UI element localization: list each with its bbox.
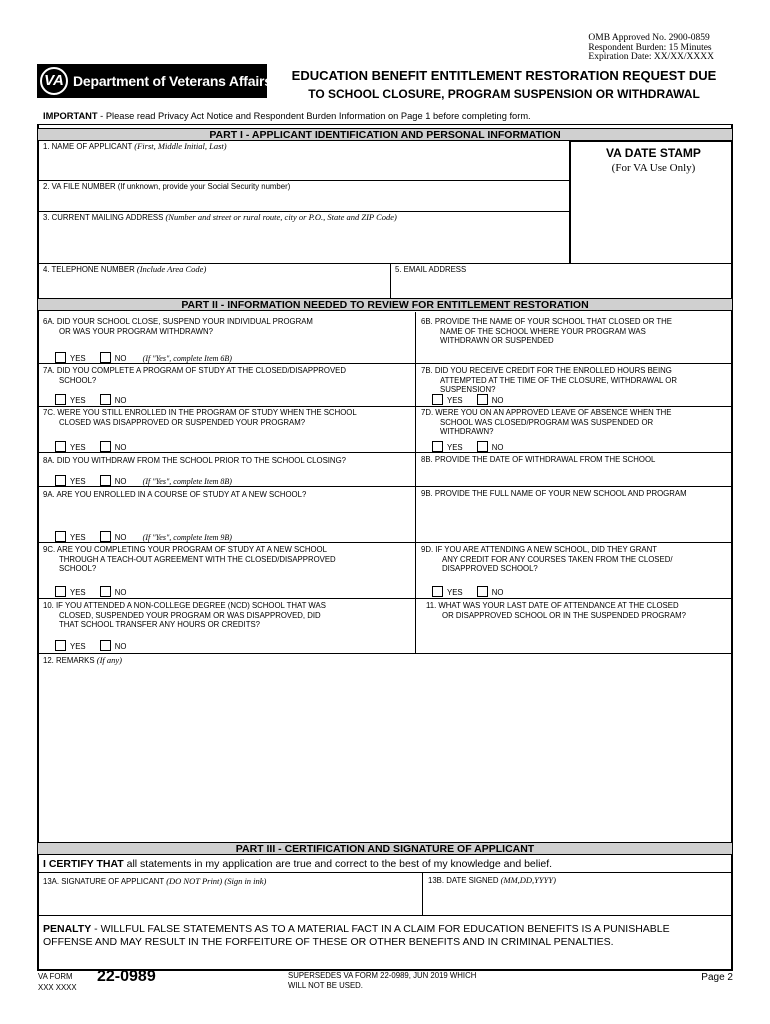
important-bold: IMPORTANT: [43, 111, 98, 121]
q9c-no-label: NO: [114, 588, 127, 597]
q9b-field[interactable]: [416, 500, 731, 542]
certify-text: all statements in my application are true and correct to the best of my knowledge and belief.: [123, 858, 553, 870]
telephone-label: 4. TELEPHONE NUMBER (Include Area Code): [43, 264, 207, 274]
address-field[interactable]: [38, 224, 569, 263]
q8b-label: 8B. PROVIDE THE DATE OF WITHDRAWAL FROM THE SCHOOL: [421, 455, 656, 464]
q8a-yes-checkbox[interactable]: [55, 475, 66, 486]
telephone-field[interactable]: [38, 276, 388, 298]
file-number-field[interactable]: [38, 192, 569, 211]
certify-bold: I CERTIFY THAT: [43, 858, 124, 870]
q7b-options: [432, 394, 503, 406]
divider-9c: [38, 598, 732, 599]
q8a-no-label: NO: [114, 477, 127, 486]
remarks-field[interactable]: [40, 668, 729, 838]
q9a-yes-label: YES: [70, 533, 86, 542]
q7a-yes-checkbox[interactable]: [55, 394, 66, 405]
q9c-yes-checkbox[interactable]: [55, 586, 66, 597]
q7d-no-label: NO: [491, 443, 504, 452]
signature-label: 13A. SIGNATURE OF APPLICANT (DO NOT Print) (Sign in ink): [43, 876, 267, 886]
q7b-no-label: NO: [491, 396, 504, 405]
q7d-label: 7D. WERE YOU ON AN APPROVED LEAVE OF ABSENCE WHEN THE SCHOOL WAS CLOSED/PROGRAM WAS SUSPENDED OR WITHDRAWN?: [421, 408, 672, 437]
q9a-no-checkbox[interactable]: [100, 531, 111, 542]
q7a-label: 7A. DID YOU COMPLETE A PROGRAM OF STUDY AT THE CLOSED/DISAPPROVED SCHOOL?: [43, 366, 346, 385]
footer-supersedes-2: WILL NOT BE USED.: [288, 981, 363, 990]
stamp-top: [569, 141, 731, 142]
q7a-no-checkbox[interactable]: [100, 394, 111, 405]
q9d-label: 9D. IF YOU ARE ATTENDING A NEW SCHOOL, DID THEY GRANT ANY CREDIT FOR ANY COURSES TAKEN FROM THE CLOSED/ DISAPPROVED SCHOOL?: [421, 545, 673, 574]
q7c-yes-label: YES: [70, 443, 86, 452]
form-title-line1: EDUCATION BENEFIT ENTITLEMENT RESTORATION REQUEST DUE: [291, 68, 717, 83]
q10-no-label: NO: [114, 642, 127, 651]
q11-field[interactable]: [416, 622, 731, 653]
divider-cert: [38, 872, 732, 873]
q7d-no-checkbox[interactable]: [477, 441, 488, 452]
name-label: 1. NAME OF APPLICANT (First, Middle Initial, Last): [43, 141, 227, 151]
q6a-yes-label: YES: [70, 354, 86, 363]
footer-va-form: VA FORM: [38, 972, 73, 981]
q6a-yes-checkbox[interactable]: [55, 352, 66, 363]
email-field[interactable]: [391, 276, 731, 298]
q7b-yes-checkbox[interactable]: [432, 394, 443, 405]
q6b-field[interactable]: [416, 347, 731, 363]
divider-8: [38, 486, 732, 487]
q9a-label: 9A. ARE YOU ENROLLED IN A COURSE OF STUDY AT A NEW SCHOOL?: [43, 490, 307, 499]
remarks-label: 12. REMARKS (If any): [43, 655, 122, 665]
q7a-no-label: NO: [114, 396, 127, 405]
q10-options: [55, 640, 126, 652]
date-signed-label: 13B. DATE SIGNED (MM,DD,YYYY): [428, 875, 556, 885]
q9d-yes-checkbox[interactable]: [432, 586, 443, 597]
q8a-note: (If "Yes", complete Item 8B): [142, 477, 232, 486]
q7b-label: 7B. DID YOU RECEIVE CREDIT FOR THE ENROLLED HOURS BEING ATTEMPTED AT THE TIME OF THE CLOSURE, WITHDRAWAL OR SUSPENSION?: [421, 366, 677, 395]
address-label: 3. CURRENT MAILING ADDRESS (Number and street or rural route, city or P.O., State and ZIP Code): [43, 212, 397, 222]
q9a-no-label: NO: [114, 533, 127, 542]
divider-penalty: [38, 915, 732, 916]
q7c-label: 7C. WERE YOU STILL ENROLLED IN THE PROGRAM OF STUDY WHEN THE SCHOOL CLOSED WAS DISAPPROVED OR SUSPENDED YOUR PROGRAM?: [43, 408, 357, 427]
q7a-options: [55, 394, 126, 406]
q9d-yes-label: YES: [447, 588, 463, 597]
q7c-no-label: NO: [114, 443, 127, 452]
q9d-no-label: NO: [491, 588, 504, 597]
q9d-options: [432, 586, 503, 598]
footer-supersedes-1: SUPERSEDES VA FORM 22-0989, JUN 2019 WHICH: [288, 971, 477, 980]
divider-1: [38, 180, 569, 181]
important-text: - Please read Privacy Act Notice and Respondent Burden Information on Page 1 before completing form.: [97, 111, 531, 121]
penalty-line2: OFFENSE AND MAY RESULT IN THE FORFEITURE OF THESE OR OTHER BENEFITS AND IN CRIMINAL PENALTIES.: [43, 936, 614, 948]
q7c-yes-checkbox[interactable]: [55, 441, 66, 452]
q11-label: 11. WHAT WAS YOUR LAST DATE OF ATTENDANCE AT THE CLOSED OR DISAPPROVED SCHOOL OR IN THE SUSPENDED PROGRAM?: [426, 601, 686, 620]
q8a-label: 8A. DID YOU WITHDRAW FROM THE SCHOOL PRIOR TO THE SCHOOL CLOSING?: [43, 456, 346, 465]
stamp-title: VA DATE STAMP: [606, 146, 701, 160]
divider-10: [38, 653, 732, 654]
q10-yes-label: YES: [70, 642, 86, 651]
q7d-yes-label: YES: [447, 443, 463, 452]
va-logo: [37, 64, 272, 98]
q6b-label: 6B. PROVIDE THE NAME OF YOUR SCHOOL THAT CLOSED OR THE NAME OF THE SCHOOL WHERE YOUR PROGRAM WAS WITHDRAWN OR SUSPENDED: [421, 317, 672, 346]
q6a-note: (If "Yes", complete Item 6B): [142, 354, 232, 363]
respondent-burden: Respondent Burden: 15 Minutes: [588, 42, 712, 53]
q7b-yes-label: YES: [447, 396, 463, 405]
part1-header: PART I - APPLICANT IDENTIFICATION AND PERSONAL INFORMATION: [38, 128, 732, 141]
divider-6: [38, 363, 732, 364]
file-number-label: 2. VA FILE NUMBER (If unknown, provide your Social Security number): [43, 182, 291, 191]
q7c-no-checkbox[interactable]: [100, 441, 111, 452]
part2-header: PART II - INFORMATION NEEDED TO REVIEW FOR ENTITLEMENT RESTORATION: [38, 298, 732, 311]
divider-7c: [38, 452, 732, 453]
va-date-stamp: [575, 146, 732, 174]
q7b-no-checkbox[interactable]: [477, 394, 488, 405]
q9c-no-checkbox[interactable]: [100, 586, 111, 597]
q9b-label: 9B. PROVIDE THE FULL NAME OF YOUR NEW SCHOOL AND PROGRAM: [421, 489, 687, 498]
email-label: 5. EMAIL ADDRESS: [395, 265, 467, 274]
part3-header: PART III - CERTIFICATION AND SIGNATURE OF APPLICANT: [38, 842, 732, 855]
q7a-yes-label: YES: [70, 396, 86, 405]
divider-9a: [38, 542, 732, 543]
q9d-no-checkbox[interactable]: [477, 586, 488, 597]
stamp-subtitle: (For VA Use Only): [611, 162, 696, 174]
divider-7a: [38, 406, 732, 407]
omb-info: [588, 34, 714, 63]
va-seal-icon: VA: [40, 67, 68, 95]
penalty-bold: PENALTY: [43, 923, 92, 935]
q8a-no-checkbox[interactable]: [100, 475, 111, 486]
footer-xxx: XXX XXXX: [38, 983, 77, 992]
footer-form-number: 22-0989: [97, 968, 156, 985]
q6a-no-label: NO: [114, 354, 127, 363]
certify-statement: [43, 858, 552, 870]
frame-top: [38, 124, 732, 125]
q10-yes-checkbox[interactable]: [55, 640, 66, 651]
q9c-options: [55, 586, 126, 598]
important-notice: [43, 111, 531, 121]
q6a-no-checkbox[interactable]: [100, 352, 111, 363]
footer-page: Page 2: [701, 972, 733, 983]
penalty-statement: [43, 923, 670, 949]
q10-label: 10. IF YOU ATTENDED A NON-COLLEGE DEGREE (NCD) SCHOOL THAT WAS CLOSED, SUSPENDED YOUR PROGRAM OR WAS DISAPPROVED, DID THAT SCHOOL TRANSFER ANY HOURS OR CREDITS?: [43, 601, 326, 630]
signature-field[interactable]: [38, 888, 421, 915]
q7d-yes-checkbox[interactable]: [432, 441, 443, 452]
date-signed-field[interactable]: [423, 888, 731, 915]
expiration-date: Expiration Date: XX/XX/XXXX: [588, 52, 714, 62]
penalty-line1: - WILLFUL FALSE STATEMENTS AS TO A MATERIAL FACT IN A CLAIM FOR EDUCATION BENEFITS IS A PUNISHABLE: [91, 923, 670, 935]
q9c-label: 9C. ARE YOU COMPLETING YOUR PROGRAM OF STUDY AT A NEW SCHOOL THROUGH A TEACH-OUT AGREEMENT WITH THE CLOSED/DISAPPROVED SCHOOL?: [43, 545, 336, 574]
q8b-field[interactable]: [416, 466, 731, 486]
department-name: Department of Veterans Affairs: [73, 73, 272, 89]
q10-no-checkbox[interactable]: [100, 640, 111, 651]
stamp-divider: [569, 141, 571, 264]
q9a-yes-checkbox[interactable]: [55, 531, 66, 542]
q8a-yes-label: YES: [70, 477, 86, 486]
q6a-label: 6A. DID YOUR SCHOOL CLOSE, SUSPEND YOUR INDIVIDUAL PROGRAM OR WAS YOUR PROGRAM WITHDRAWN?: [43, 317, 313, 336]
name-field[interactable]: [38, 151, 569, 180]
q9c-yes-label: YES: [70, 588, 86, 597]
q9a-note: (If "Yes", complete Item 9B): [142, 533, 232, 542]
omb-number: OMB Approved No. 2900-0859: [588, 33, 710, 43]
form-title-line2: TO SCHOOL CLOSURE, PROGRAM SUSPENSION OR WITHDRAWAL: [308, 87, 700, 101]
